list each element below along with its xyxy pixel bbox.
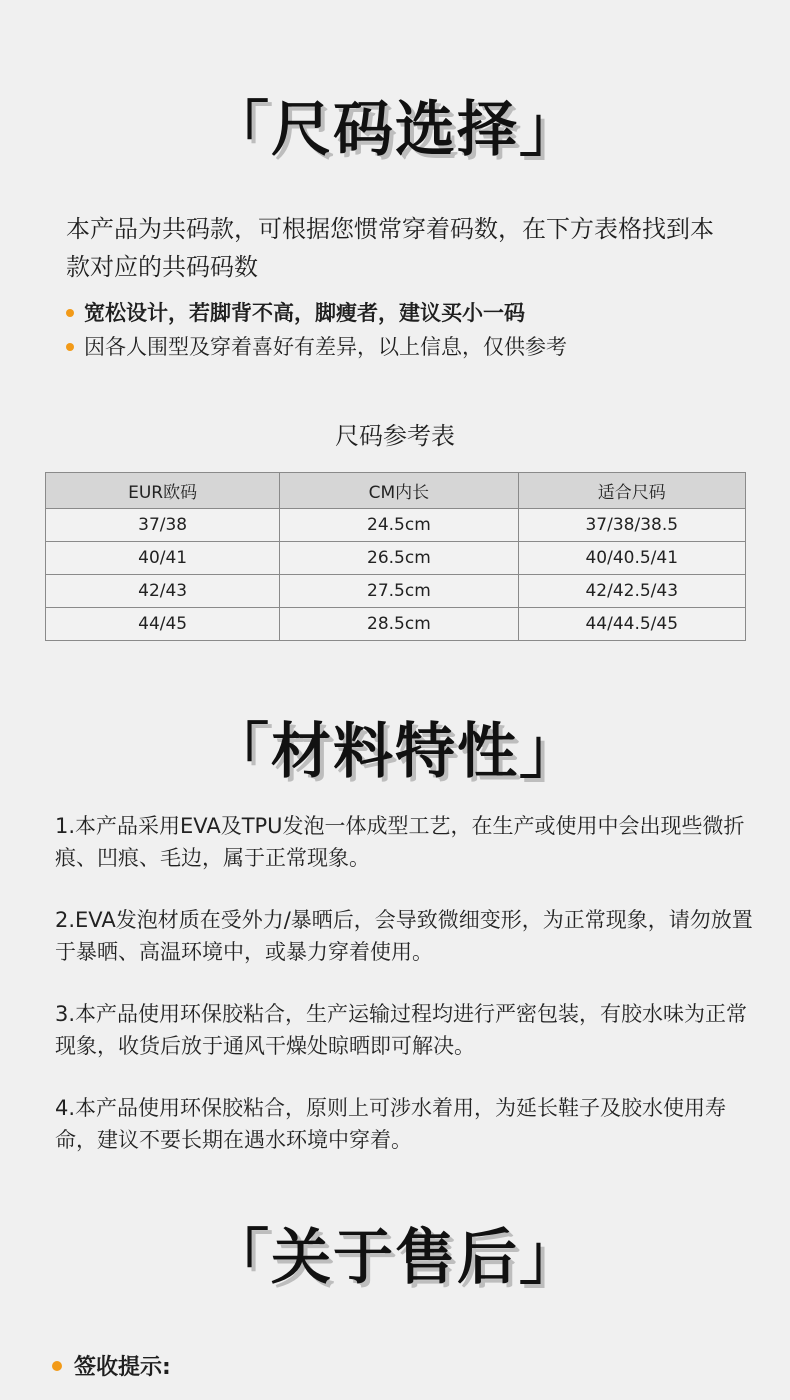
table-row (46, 509, 746, 542)
bullet-text: 因各人围型及穿着喜好有差异，以上信息，仅供参考 (84, 335, 567, 359)
bullet-item (66, 296, 766, 330)
table-header-row (46, 473, 746, 509)
material-section-title: 「材料特性」 (209, 717, 581, 787)
size-table-title: 尺码参考表 (335, 422, 455, 450)
size-table (45, 472, 746, 641)
table-cell: 40/40.5/41 (518, 542, 745, 575)
material-paragraph: 4.本产品使用环保胶粘合，原则上可涉水着用，为延长鞋子及胶水使用寿命，建议不要长期在遇水环境中穿着。 (55, 1096, 727, 1152)
table-cell: 26.5cm (280, 542, 518, 575)
intro-text: 本产品为共码款，可根据您惯常穿着码数，在下方表格找到本款对应的共码码数 (66, 215, 714, 281)
table-cell: 24.5cm (280, 509, 518, 542)
table-cell: 40/41 (46, 542, 280, 575)
bullet-dot-icon (66, 343, 74, 351)
table-cell: 42/43 (46, 575, 280, 608)
table-row (46, 542, 746, 575)
bullet-item (66, 330, 766, 364)
size-section-title: 「尺码选择」 (209, 95, 581, 165)
after-sales-section-title: 「关于售后」 (209, 1223, 581, 1293)
table-cell: 28.5cm (280, 608, 518, 641)
table-header-cell: CM内长 (280, 473, 518, 509)
table-row (46, 575, 746, 608)
material-paragraph: 3.本产品使用环保胶粘合，生产运输过程均进行严密包装，有胶水味为正常现象，收货后放于通风干燥处晾晒即可解决。 (55, 1002, 748, 1058)
sign-notice (52, 1350, 171, 1381)
table-cell: 42/42.5/43 (518, 575, 745, 608)
table-cell: 27.5cm (280, 575, 518, 608)
table-row (46, 608, 746, 641)
table-cell: 44/45 (46, 608, 280, 641)
bullet-text: 宽松设计，若脚背不高，脚瘦者，建议买小一码 (84, 301, 525, 325)
sign-notice-label: 签收提示: (74, 1355, 171, 1380)
bullet-dot-icon (66, 309, 74, 317)
table-cell: 37/38/38.5 (518, 509, 745, 542)
material-paragraph: 1.本产品采用EVA及TPU发泡一体成型工艺，在生产或使用中会出现些微折痕、凹痕、毛边，属于正常现象。 (55, 814, 745, 870)
table-header-cell: 适合尺码 (518, 473, 745, 509)
table-cell: 44/44.5/45 (518, 608, 745, 641)
table-cell: 37/38 (46, 509, 280, 542)
material-paragraph: 2.EVA发泡材质在受外力/暴晒后，会导致微细变形，为正常现象，请勿放置于暴晒、高温环境中，或暴力穿着使用。 (55, 908, 753, 964)
table-header-cell: EUR欧码 (46, 473, 280, 509)
bullet-dot-icon (52, 1361, 62, 1371)
bullet-list (66, 296, 766, 364)
